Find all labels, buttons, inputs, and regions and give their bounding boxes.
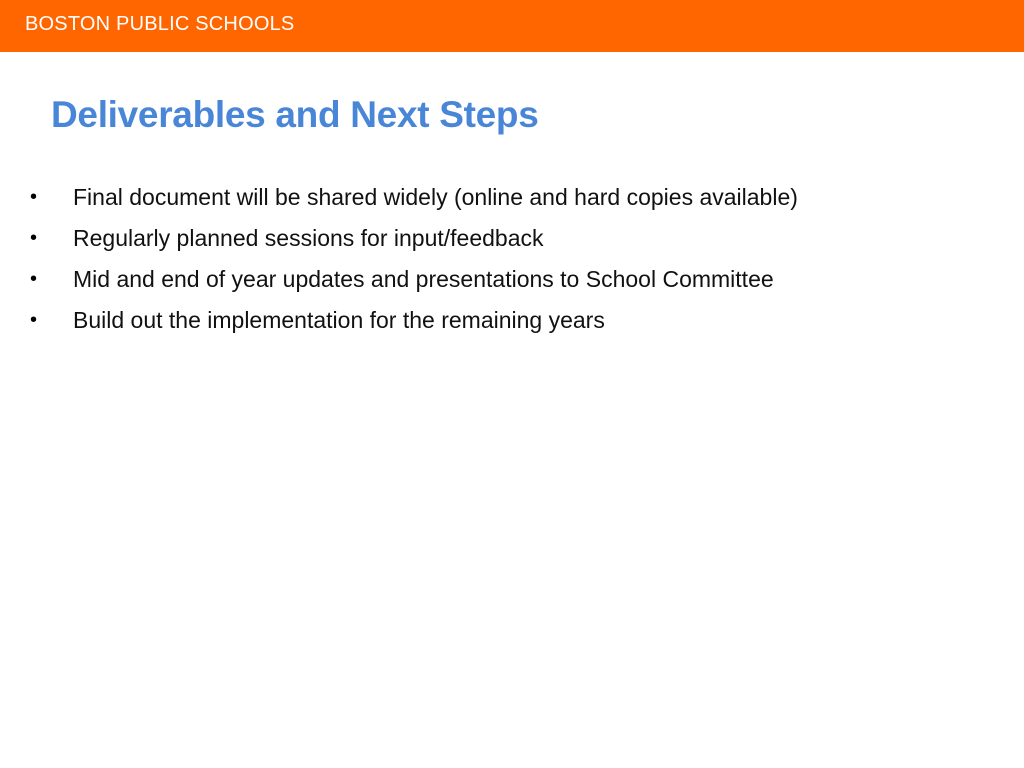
bullet-text: Build out the implementation for the remaining years: [73, 307, 605, 333]
bullet-dot-icon: •: [30, 227, 38, 249]
bullet-item: [26, 300, 798, 341]
bullet-list: [26, 177, 798, 341]
org-name: BOSTON PUBLIC SCHOOLS: [25, 13, 295, 35]
bullet-dot-icon: •: [30, 186, 38, 208]
bullet-text: Regularly planned sessions for input/feedback: [73, 225, 544, 251]
bullet-item: [26, 259, 798, 300]
header-bar: [0, 0, 1024, 52]
page-title: Deliverables and Next Steps: [51, 94, 539, 135]
bullet-item: [26, 218, 798, 259]
bullet-item: [26, 177, 798, 218]
bullet-text: Mid and end of year updates and presentations to School Committee: [73, 266, 774, 292]
bullet-text: Final document will be shared widely (online and hard copies available): [73, 184, 798, 210]
bullet-dot-icon: •: [30, 268, 38, 290]
bullet-dot-icon: •: [30, 309, 38, 331]
